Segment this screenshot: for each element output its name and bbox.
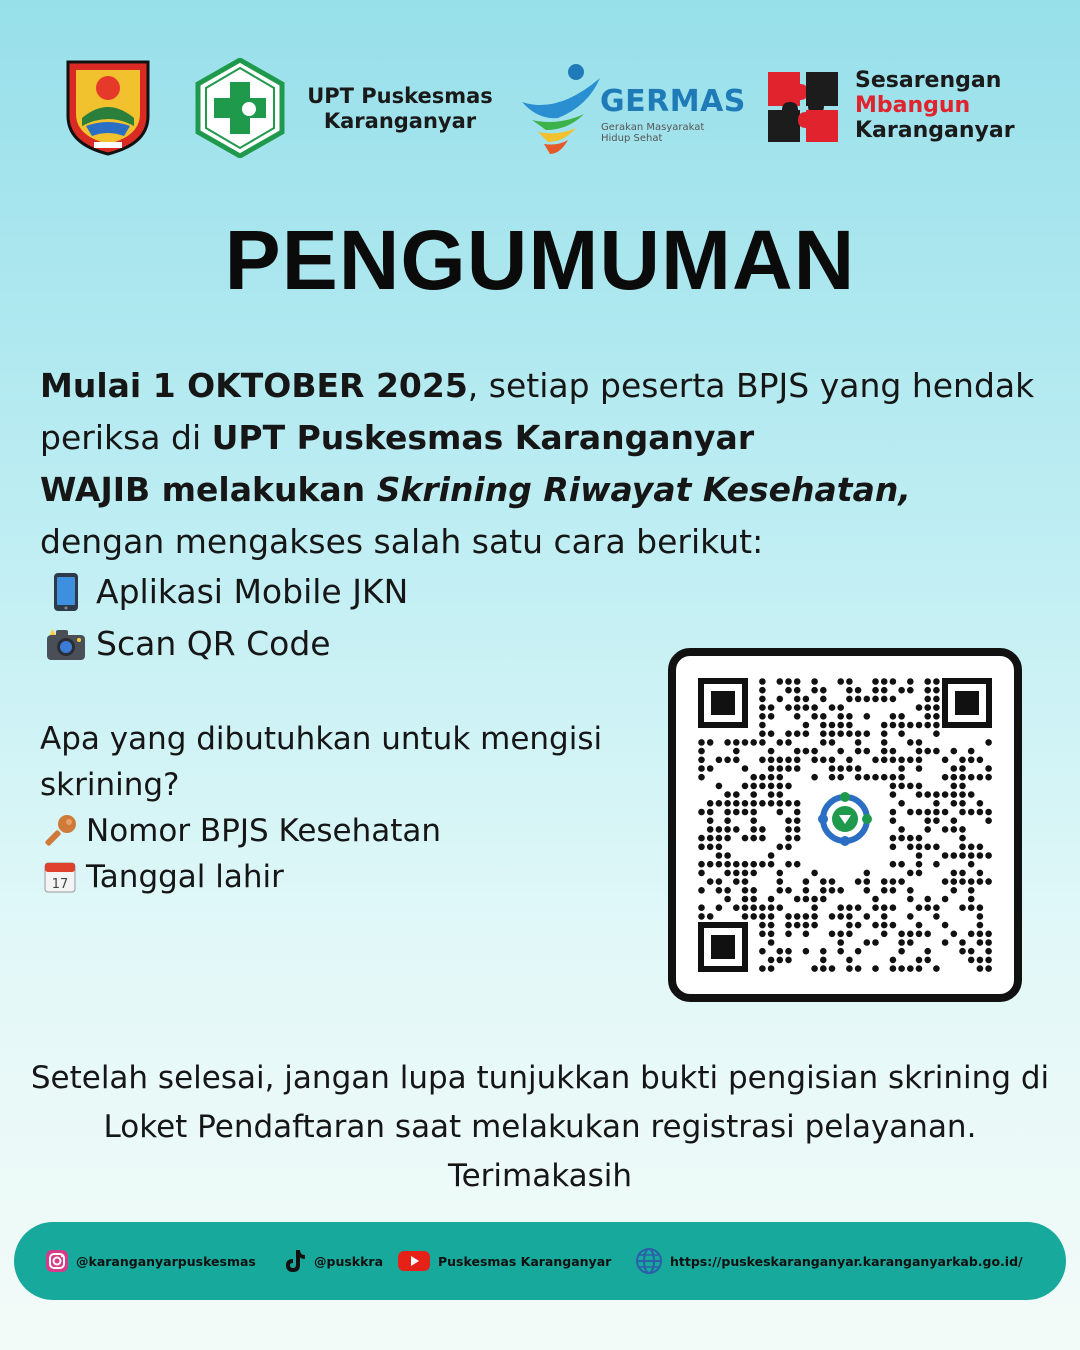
screening-name: Skrining Riwayat Kesehatan, [376, 470, 911, 509]
intro-text-2: dengan mengakses salah satu cara berikut: [40, 522, 764, 561]
calendar-icon [40, 857, 80, 897]
key-icon [40, 811, 80, 851]
method-item-scan-qr [44, 618, 408, 670]
requirement-label: Tanggal lahir [86, 859, 284, 895]
method-label: Aplikasi Mobile JKN [96, 572, 409, 611]
tiktok-link[interactable]: @puskkra [282, 1248, 383, 1274]
requirements-section [40, 716, 660, 900]
logo-bar [0, 0, 1080, 200]
announcement-intro [40, 360, 1050, 568]
closing-note: Setelah selesai, jangan lupa tunjukkan bukti pengisian skrining di Loket Pendaftaran saat melakukan registrasi pelayanan. Terimakasih [30, 1060, 1050, 1194]
effective-date: Mulai 1 OKTOBER 2025 [40, 366, 468, 405]
sesarengan-slogan: Sesarengan Mbangun Karanganyar [855, 68, 1015, 143]
puskesmas-logo-icon [194, 58, 286, 158]
tiktok-icon [282, 1248, 308, 1274]
website-link[interactable]: https://puskeskaranganyar.karanganyarkab.go.id/ [634, 1248, 1023, 1274]
youtube-icon [396, 1248, 432, 1274]
germas-logo-icon [518, 58, 610, 158]
mobile-phone-icon [44, 570, 88, 614]
karanganyar-regency-emblem-icon [64, 56, 152, 156]
camera-flash-icon [44, 622, 88, 666]
social-footer [14, 1222, 1066, 1300]
instagram-link[interactable]: @karanganyarpuskesmas [44, 1248, 256, 1274]
globe-icon [634, 1248, 664, 1274]
mandatory-text: WAJIB melakukan [40, 470, 377, 509]
intro-text-1: , setiap peserta BPJS yang hendak periksa di [40, 366, 1035, 457]
method-label: Scan QR Code [96, 624, 331, 663]
page-title: PENGUMUMAN [224, 213, 856, 307]
puskesmas-name: UPT Puskesmas Karanganyar [307, 84, 493, 133]
germas-wordmark: GERMAS [600, 84, 746, 119]
qr-code-matrix [676, 656, 1014, 994]
requirement-item-birth-date [40, 854, 660, 900]
germas-subtitle: Gerakan Masyarakat Hidup Sehat [601, 122, 705, 144]
method-item-mobile-jkn [44, 566, 408, 618]
access-methods-list [44, 566, 408, 670]
facility-name: UPT Puskesmas Karanganyar [211, 418, 755, 457]
sesarengan-puzzle-logo-icon [766, 70, 840, 144]
requirement-item-bpjs-number [40, 808, 660, 854]
instagram-icon [44, 1248, 70, 1274]
svg-text:17: 17 [51, 877, 69, 892]
qr-code[interactable] [668, 648, 1022, 1002]
requirements-question: Apa yang dibutuhkan untuk mengisi skrining? [40, 721, 603, 803]
requirement-label: Nomor BPJS Kesehatan [86, 813, 442, 849]
youtube-link[interactable]: Puskesmas Karanganyar [396, 1248, 611, 1274]
